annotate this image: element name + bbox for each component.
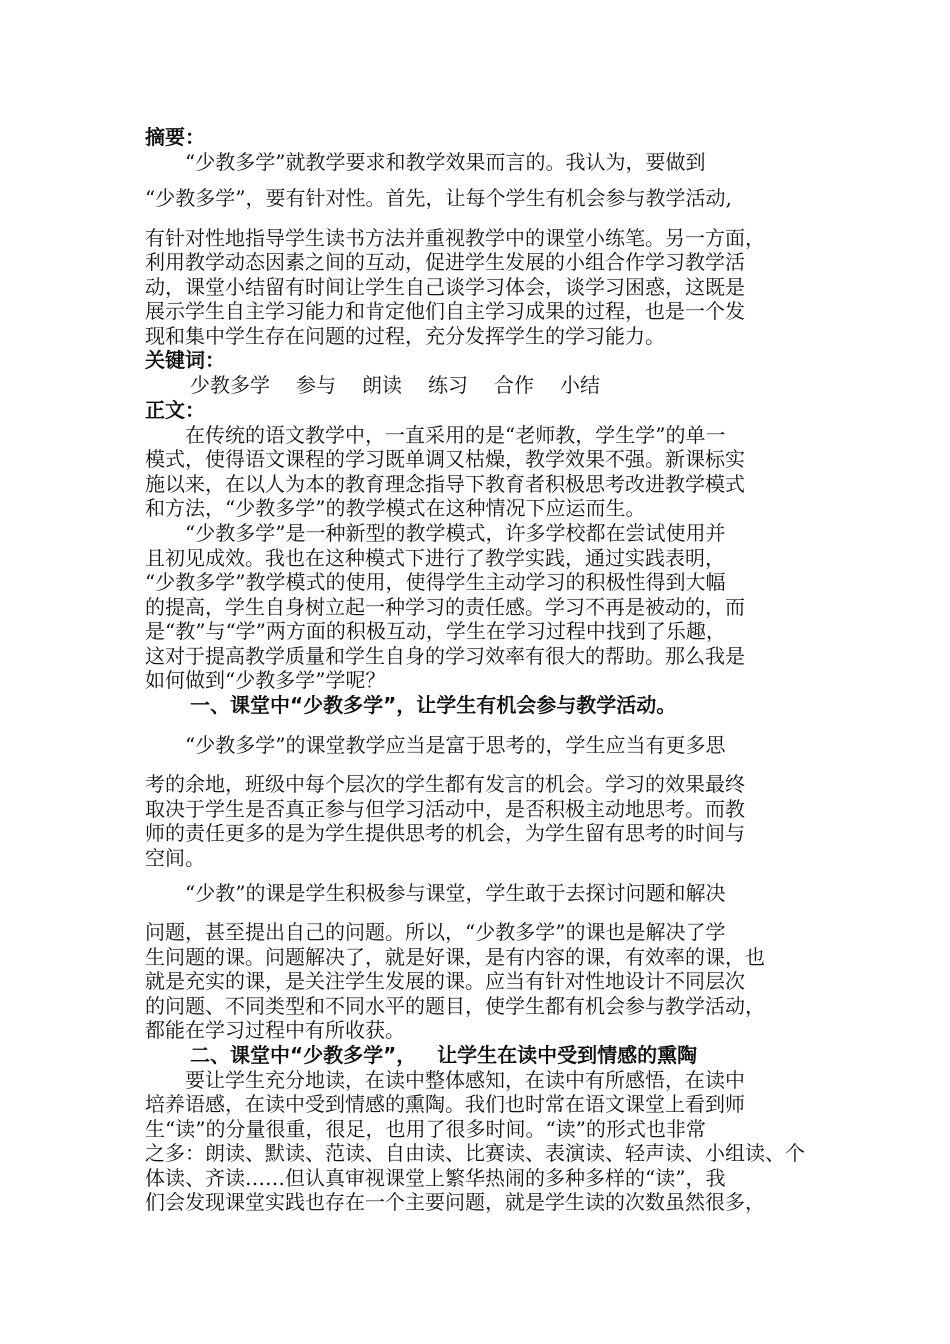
abstract-line: 动，课堂小结留有时间让学生自己谈学习体会，谈学习困惑，这既是 xyxy=(145,275,745,299)
abstract-label: 摘要： xyxy=(145,125,205,149)
paragraph-line: 问题，甚至提出自己的问题。所以，“少教多学”的课也是解决了学 xyxy=(145,920,726,944)
paragraph-line: 师的责任更多的是为学生提供思考的机会，为学生留有思考的时间与 xyxy=(145,821,745,845)
abstract-line: “少教多学”，要有针对性。首先，让每个学生有机会参与教学活动, xyxy=(145,186,732,210)
paragraph-line: 在传统的语文教学中，一直采用的是“老师教，学生学”的单一 xyxy=(185,423,726,447)
paragraph-line: 们会发现课堂实践也存在一个主要问题，就是学生读的次数虽然很多， xyxy=(145,1190,765,1214)
paragraph-line: “少教多学”教学模式的使用，使得学生主动学习的积极性得到大幅 xyxy=(145,570,726,594)
paragraph-line: 考的余地，班级中每个层次的学生都有发言的机会。学习的效果最终 xyxy=(145,772,745,796)
keyword: 合作 xyxy=(494,373,534,397)
paragraph-line: 取决于学生是否真正参与但学习活动中，是否积极主动地思考。而教 xyxy=(145,797,745,821)
section-heading-2: 二、课堂中“少教多学”， 让学生在读中受到情感的熏陶 xyxy=(190,1043,698,1067)
body-label: 正文： xyxy=(145,398,205,422)
keyword: 朗读 xyxy=(362,373,402,397)
paragraph-line: 体读、齐读……但认真审视课堂上繁华热闹的多种多样的“读”，我 xyxy=(145,1166,726,1190)
paragraph-line: 生“读”的分量很重，很足，也用了很多时间。“读”的形式也非常 xyxy=(145,1117,706,1141)
paragraph-line: 如何做到“少教多学”学呢？ xyxy=(145,668,386,692)
paragraph-line: 这对于提高教学质量和学生自身的学习效率有很大的帮助。那么我是 xyxy=(145,644,745,668)
paragraph-line: 且初见成效。我也在这种模式下进行了教学实践，通过实践表明， xyxy=(145,546,725,570)
paragraph-line: 是“教”与“学”两方面的积极互动，学生在学习过程中找到了乐趣， xyxy=(145,619,726,643)
abstract-line: 展示学生自主学习能力和肯定他们自主学习成果的过程，也是一个发 xyxy=(145,299,745,323)
paragraph-line: 之多：朗读、默读、范读、自由读、比赛读、表演读、轻声读、小组读、个 xyxy=(145,1141,805,1165)
section-heading-1: 一、课堂中“少教多学”，让学生有机会参与教学活动。 xyxy=(190,693,677,717)
paragraph-line: 就是充实的课，是关注学生发展的课。应当有针对性地设计不同层次 xyxy=(145,969,745,993)
paragraph-line: 空间。 xyxy=(145,846,205,870)
keyword: 小结 xyxy=(560,373,600,397)
keywords-label: 关键词： xyxy=(145,348,225,372)
paragraph-line: 的问题、不同类型和不同水平的题目，使学生都有机会参与教学活动， xyxy=(145,994,765,1018)
paragraph-line: 培养语感，在读中受到情感的熏陶。我们也时常在语文课堂上看到师 xyxy=(145,1092,745,1116)
paragraph-line: 都能在学习过程中有所收获。 xyxy=(145,1018,405,1042)
paragraph-line: 生问题的课。问题解决了，就是好课，是有内容的课，有效率的课，也 xyxy=(145,945,765,969)
paragraph-line: 要让学生充分地读，在读中整体感知，在读中有所感悟，在读中 xyxy=(185,1068,745,1092)
paragraph-line: 的提高，学生自身树立起一种学习的责任感。学习不再是被动的，而 xyxy=(145,595,745,619)
keyword: 参与 xyxy=(296,373,336,397)
abstract-line: “少教多学”就教学要求和教学效果而言的。我认为，要做到 xyxy=(185,150,706,174)
paragraph-line: 模式，使得语文课程的学习既单调又枯燥，教学效果不强。新课标实 xyxy=(145,447,745,471)
paragraph-line: “少教多学”是一种新型的教学模式，许多学校都在尝试使用并 xyxy=(185,521,726,545)
keyword: 练习 xyxy=(428,373,468,397)
paragraph-line: “少教多学”的课堂教学应当是富于思考的，学生应当有更多思 xyxy=(185,733,726,757)
abstract-line: 现和集中学生存在问题的过程，充分发挥学生的学习能力。 xyxy=(145,324,665,348)
abstract-line: 利用教学动态因素之间的互动，促进学生发展的小组合作学习教学活 xyxy=(145,250,745,274)
abstract-line: 有针对性地指导学生读书方法并重视教学中的课堂小练笔。另一方面， xyxy=(145,226,765,250)
paragraph-line: 和方法，“少教多学”的教学模式在这种情况下应运而生。 xyxy=(145,496,646,520)
keyword: 少教多学 xyxy=(190,373,270,397)
paragraph-line: “少教”的课是学生积极参与课堂，学生敢于去探讨问题和解决 xyxy=(185,881,726,905)
paragraph-line: 施以来，在以人为本的教育理念指导下教育者积极思考改进教学模式 xyxy=(145,472,745,496)
keywords-list xyxy=(190,373,815,397)
